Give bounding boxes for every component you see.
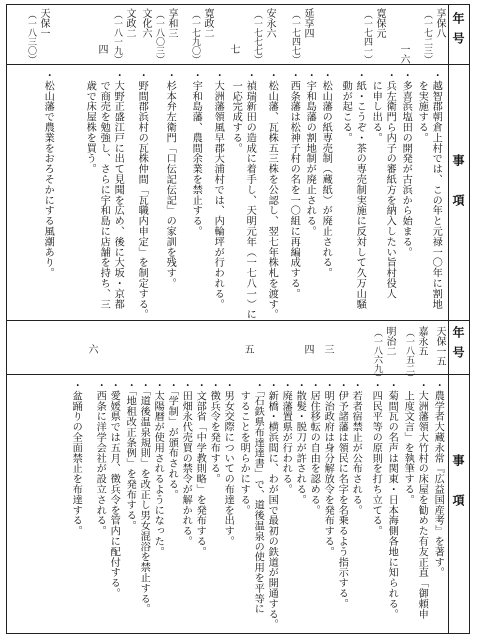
event-item: 歳で床屋株を買う。 (84, 70, 96, 174)
year-num: 一 (38, 28, 49, 38)
event-item: ・禎瑞新田の造成に着手し、天明元年（一七八一）に (244, 70, 256, 320)
event-item: ・愛媛県では五月、徴兵令を管内に配付する。 (108, 380, 120, 599)
era: 享保 (434, 8, 445, 28)
event-item: ・西条藩は松神子村の名を一〇組に再編成する。 (288, 70, 300, 299)
lower-year-header: 年号 (451, 326, 465, 366)
event-item: ・新橋・横浜間に、わが国で最初の鉄道が開通する。 (266, 380, 278, 630)
era: 明治 (384, 326, 395, 346)
upper-year-entry: 一六 (398, 44, 409, 64)
event-item: ・兵左衛門ら内子の審紙方を納入したい旨村役人 (384, 70, 396, 299)
upper-events-header: 事 項 (451, 154, 465, 214)
era: 嘉永 (416, 326, 427, 346)
era: 享和 (166, 8, 177, 28)
upper-year-entry (434, 8, 444, 38)
era: 文政 (124, 8, 135, 28)
era: 安永 (264, 8, 275, 28)
era: 天保 (38, 8, 49, 28)
event-item: ・「道後温泉規則」を改正し男女混浴を禁止する。 (138, 380, 150, 615)
event-item: ・菊間瓦の名声は関東・日本海側各地に知られる。 (386, 380, 398, 620)
year-num: 二 (384, 346, 395, 356)
upper-year-entry (202, 8, 212, 38)
year-num: 二 (202, 28, 213, 38)
upper-year-ad: （一八〇三） (154, 10, 164, 64)
year-num: 四 (302, 28, 313, 38)
lower-year-entry: 四 (302, 344, 313, 354)
year-num: 元 (374, 28, 385, 38)
event-item: ・野間郡浜村の瓦株仲間「瓦職内申定」を制定する。 (136, 70, 148, 320)
event-item: ・杉本弁左衛門「口伝記伝記」の家訓を残す。 (164, 70, 176, 289)
era: 天保 (434, 326, 445, 346)
upper-year-entry (140, 8, 150, 38)
upper-year-ad: （一七四一） (362, 10, 372, 64)
era: 延享 (302, 8, 313, 28)
upper-year-entry: 四 (96, 44, 107, 54)
event-item: ・大野正盛江戸に出て見聞を広め、後に大坂・京都 (112, 70, 124, 310)
lower-year-ad: （一八五二） (404, 328, 414, 382)
year-num: 六 (264, 28, 275, 38)
era: 寛政 (202, 8, 213, 28)
event-item: ・徴兵令を発布する。 (208, 380, 220, 484)
upper-year-entry (166, 8, 176, 38)
event-item: ・西条に洋学会社が設立される。 (94, 380, 106, 536)
upper-year-ad: （一八三〇） (26, 10, 36, 64)
upper-year-entry (38, 8, 48, 38)
event-item: ・伊予諸藩は領民に名字を名乗るよう指示する。 (336, 380, 348, 609)
event-item: ・宇和島藩、農間余業を禁止する。 (190, 70, 202, 237)
event-item: ・太陽暦が使用されるようになった。 (152, 380, 164, 557)
year-num: 二 (124, 28, 135, 38)
event-item: ・「石鉄県布達達書」で、道後温泉の使用を平等に (252, 380, 264, 615)
lower-year-entry (434, 326, 444, 366)
year-num: 五 (416, 346, 427, 356)
upper-year-ad: （一七七七） (252, 10, 262, 64)
year-num: 一五 (434, 346, 445, 366)
event-item: ・松山藩の紙専売制（蔵紙）が廃止される。 (320, 70, 332, 278)
event-item: ・盆踊りの全面禁止を布達する。 (70, 380, 82, 536)
lower-year-entry (384, 326, 394, 356)
era: 寛保 (374, 8, 385, 28)
upper-year-ad: （一七二三） (422, 10, 432, 64)
event-item: 一応完成する。 (230, 70, 242, 154)
event-item: ・居住移転の自由を認める。 (308, 380, 320, 516)
event-item: ・「地租改正条例」を発布する。 (124, 380, 136, 531)
event-item: ・多喜浜塩田の開発が古浜から始まる。 (400, 70, 412, 258)
event-item: ・松山藩、瓦株五三株を公認し、翌七年株札を渡す。 (266, 70, 278, 320)
event-item: 上度文言」を執筆する。 (402, 380, 414, 505)
upper-header-column-divider (448, 4, 449, 320)
upper-year-ad: （一七四七） (290, 10, 300, 64)
event-item: ・大洲藩領風早郡大浦村では、内輪坪が行われる。 (212, 70, 224, 310)
chronology-page (6, 4, 470, 634)
year-num: 八 (434, 28, 445, 38)
lower-year-entry: 五 (242, 344, 253, 354)
event-item: ・男女交際についての布達を出す。 (222, 380, 234, 547)
event-item: ・明治政府は身分解放令を発布する。 (322, 380, 334, 557)
upper-year-ad: （一八一九） (112, 10, 122, 64)
era: 文化 (140, 8, 151, 28)
upper-year-entry (124, 8, 134, 38)
upper-year-entry (264, 8, 274, 38)
lower-year-entry: 三 (322, 344, 333, 354)
upper-header-divider (6, 64, 470, 65)
event-item: ・散髪・脱刀が許される。 (294, 380, 306, 505)
upper-year-entry (374, 8, 384, 38)
upper-year-ad: （一七九〇） (190, 10, 200, 64)
lower-year-ad: （一八六九） (372, 328, 382, 382)
event-item: ・越智郡朝倉上村では、この年と元禄一〇年に割地 (430, 70, 442, 310)
upper-year-entry: 七 (228, 44, 239, 54)
year-num: 六 (140, 28, 151, 38)
event-item: ・大洲藩領大竹村の床屋を勧めた有友正直「御頼申 (416, 380, 428, 620)
event-item: ・田畑永代売買の禁令が解かれる。 (180, 380, 192, 547)
section-divider (6, 320, 470, 321)
event-item: ・文部省「中学教則略」を発布する。 (194, 380, 206, 557)
event-item: を実施する。 (416, 70, 428, 143)
event-item: ・「学制」が頒布される。 (166, 380, 178, 500)
event-item: ・農学者大蔵永常『広益国産考』を著す。 (432, 380, 444, 578)
year-num: 三 (166, 28, 177, 38)
lower-year-entry: 六 (86, 344, 97, 354)
event-item: に申し出る。 (370, 70, 382, 143)
event-item: ・宇和島藩の割地制が廃止される。 (304, 70, 316, 237)
lower-header-column-divider (448, 320, 449, 634)
lower-header-divider (6, 374, 470, 375)
upper-year-entry (302, 8, 312, 38)
event-item: ・廃藩置県が行われる。 (280, 380, 292, 495)
lower-events-header: 事 項 (451, 454, 465, 514)
lower-year-entry (416, 326, 426, 356)
event-item: ・松山藩で農業をおろそかにする風潮あり。 (42, 70, 54, 278)
event-item: ・四民平等の原則を打ち立てる。 (370, 380, 382, 536)
event-item: で商売を勉強し、さらに宇和島に店舗を持ち、三 (98, 70, 110, 310)
event-item: することを明らかにする。 (238, 380, 250, 516)
upper-year-header: 年号 (451, 12, 465, 52)
event-item: ・紙・こうぞ・茶の専売制実施に反対して久万山騒 (354, 70, 366, 310)
event-item: 動が起こる。 (340, 70, 352, 143)
event-item: ・若者宿禁止が公布される。 (350, 380, 362, 516)
